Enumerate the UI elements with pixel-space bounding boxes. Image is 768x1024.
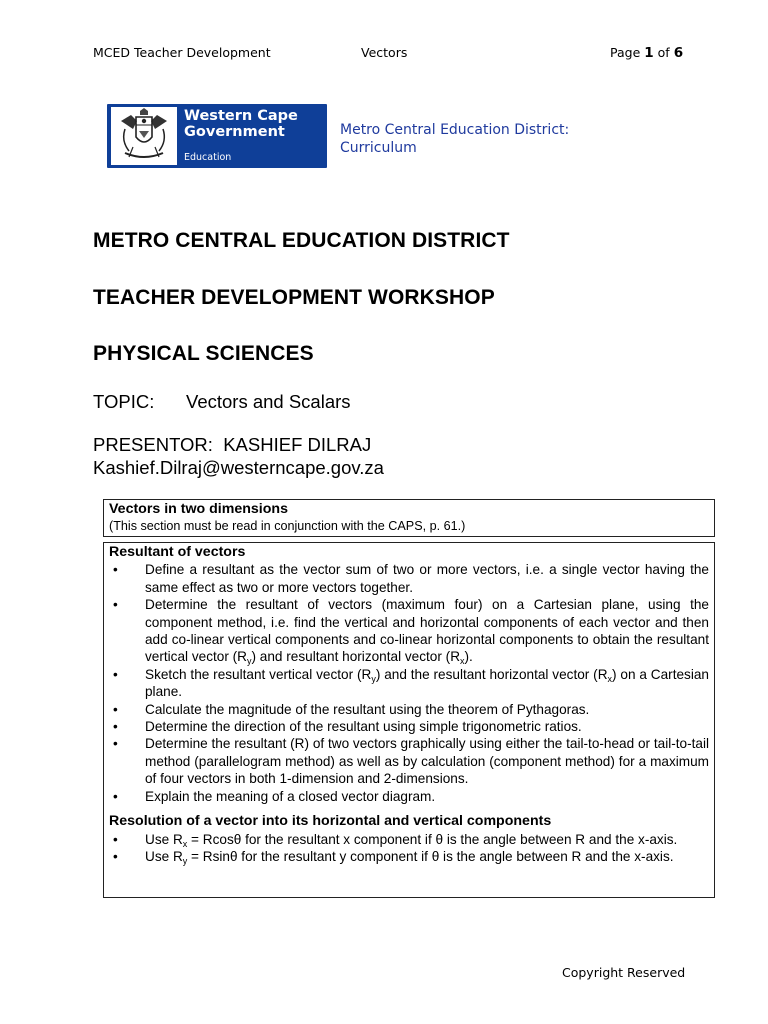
topic-value: Vectors and Scalars bbox=[186, 391, 351, 412]
item-text: Determine the direction of the resultant using simple trigonometric ratios. bbox=[145, 719, 582, 735]
bullet-icon: • bbox=[113, 831, 118, 847]
list-item bbox=[109, 735, 709, 787]
item-text: Explain the meaning of a closed vector diagram. bbox=[145, 788, 436, 804]
item-text: Use $R_y = Rsin\theta$ for the resultant y component if θ is the angle between R and the x-axis. bbox=[145, 848, 674, 866]
title-workshop: TEACHER DEVELOPMENT WORKSHOP bbox=[93, 286, 495, 309]
page-prefix: Page bbox=[610, 45, 641, 60]
bullet-icon: • bbox=[113, 719, 118, 735]
list-item bbox=[109, 718, 709, 735]
list-item bbox=[109, 788, 709, 805]
page-indicator bbox=[610, 45, 683, 61]
bullet-icon: • bbox=[113, 666, 118, 682]
bullet-icon: • bbox=[113, 701, 118, 717]
topic-label: TOPIC: bbox=[93, 391, 155, 412]
bullet-icon: • bbox=[113, 848, 118, 864]
box-note: (This section must be read in conjunction with the CAPS, p. 61.) bbox=[109, 519, 466, 534]
bullet-icon: • bbox=[113, 736, 118, 752]
page-number: 1 bbox=[644, 45, 654, 61]
list-item bbox=[109, 701, 709, 718]
item-text: Sketch the resultant vertical vector $(R_y)$ and the resultant horizontal vector $(R_x)$ on a Cartesian plane. bbox=[145, 666, 709, 700]
list-item bbox=[109, 596, 709, 666]
list-item bbox=[109, 848, 709, 865]
topic-line bbox=[93, 391, 351, 413]
section-header-box bbox=[103, 499, 715, 537]
bullet-icon: • bbox=[113, 788, 118, 804]
district-label bbox=[340, 121, 569, 157]
presentor-line bbox=[93, 434, 371, 456]
item-text: Use $R_x = Rcos\theta$ for the resultant x component if θ is the angle between R and the x-axis. bbox=[145, 831, 678, 849]
logo-line-3: Education bbox=[184, 152, 232, 163]
resultant-title: Resultant of vectors bbox=[109, 544, 246, 560]
item-text: Determine the resultant (R) of two vectors graphically using either the tail-to-head or tail-to-tail method (parallelogram method) as well as by calculation (component method) for a maximum of four vectors in both 1-dimension and 2-dimensions. bbox=[145, 736, 709, 787]
page-of: of bbox=[657, 45, 670, 60]
bullet-icon: • bbox=[113, 597, 118, 613]
list-item bbox=[109, 831, 709, 848]
list-item bbox=[109, 666, 709, 701]
item-text: Determine the resultant of vectors (maximum four) on a Cartesian plane, using the component method, i.e. find the vertical and horizontal components of each vector and then add co-linear vertical components and co-linear horizontal components to obtain the resultant vertical vector $(R_y)$ and resultant horizontal vector $(R_x)$. bbox=[145, 597, 709, 667]
header-center: Vectors bbox=[361, 45, 408, 60]
resolution-title: Resolution of a vector into its horizontal and vertical components bbox=[109, 813, 552, 830]
district-line-1: Metro Central Education District: bbox=[340, 122, 570, 138]
logo-line-2: Government bbox=[184, 124, 285, 140]
item-text: Define a resultant as the vector sum of two or more vectors, i.e. a single vector having the same effect as two or more vectors together. bbox=[145, 562, 709, 595]
district-line-2: Curriculum bbox=[340, 140, 417, 156]
bullet-icon: • bbox=[113, 562, 118, 578]
title-subject: PHYSICAL SCIENCES bbox=[93, 342, 314, 365]
presentor-label: PRESENTOR: bbox=[93, 434, 213, 455]
page-total: 6 bbox=[673, 45, 684, 61]
item-text: Calculate the magnitude of the resultant using the theorem of Pythagoras. bbox=[145, 701, 590, 717]
copyright-footer: Copyright Reserved bbox=[562, 965, 686, 980]
box-title: Vectors in two dimensions bbox=[109, 501, 288, 517]
presentor-name: KASHIEF DILRAJ bbox=[223, 434, 372, 455]
content-box bbox=[103, 542, 715, 898]
list-item bbox=[109, 561, 709, 596]
presentor-email: Kashief.Dilraj@westerncape.gov.za bbox=[93, 457, 384, 478]
coat-of-arms-icon bbox=[111, 107, 177, 165]
header-left: MCED Teacher Development bbox=[93, 45, 271, 60]
logo-line-1: Western Cape bbox=[184, 108, 298, 124]
western-cape-logo bbox=[107, 104, 327, 168]
title-district: METRO CENTRAL EDUCATION DISTRICT bbox=[93, 229, 510, 252]
